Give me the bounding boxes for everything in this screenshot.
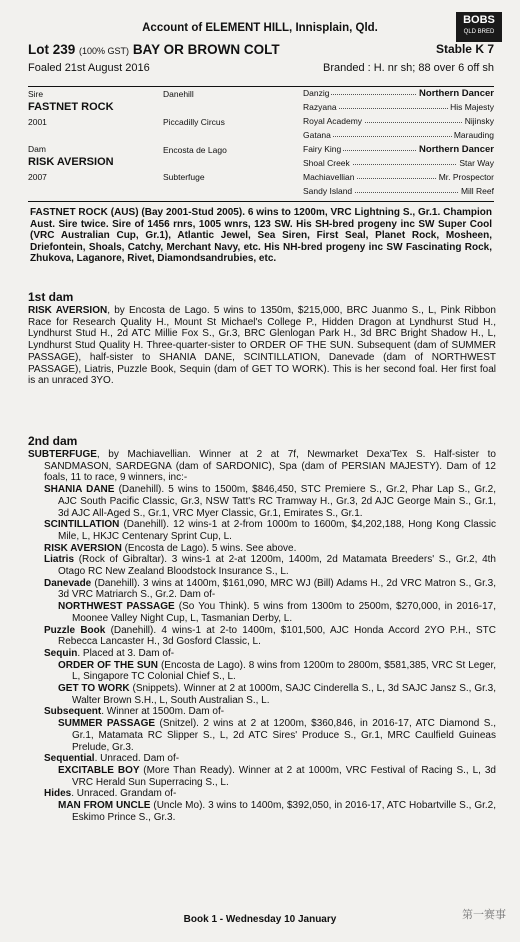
family-entry: Danevade (Danehill). 3 wins at 1400m, $161,090, MRC WJ (Bill) Adams H., 2d VRC Matron S., Gr.3, 3d VRC Matriarch S., Gr.2. Dam of- xyxy=(44,577,497,601)
second-dam-family xyxy=(28,449,496,824)
dam-year: 2007 xyxy=(28,172,47,182)
ancestor-row: Shoal Creek Star Way xyxy=(303,158,494,168)
gst-note: (100% GST) xyxy=(79,46,130,56)
watermark: 第一赛事 xyxy=(462,909,506,921)
second-dam-heading: 2nd dam xyxy=(28,434,78,448)
dam-label: Dam xyxy=(28,144,46,154)
family-entry: ORDER OF THE SUN (Encosta de Lago). 8 wins from 1200m to 2800m, $581,385, VRC St Leger, L, Singapore TC Colonial Chief S., L. xyxy=(58,659,497,683)
family-entry: GET TO WORK (Snippets). Winner at 2 at 1000m, SAJC Cinderella S., L, 3d SAJC Jansz S., Gr.3, Walter Brown S.H., L, South Australian S., L. xyxy=(58,683,496,706)
granddam-maternal: Subterfuge xyxy=(163,172,205,182)
ancestor-row: Machiavellian Mr. Prospector xyxy=(303,172,494,182)
grandsire-maternal: Encosta de Lago xyxy=(163,145,227,155)
family-entry: Liatris (Rock of Gibraltar). 3 wins-1 at 2-at 1200m, 1400m, 2d Matamata Breeders' S., Gr.2, 4th Otago RC New Zealand Bloodstock Insurance S., L. xyxy=(44,554,496,578)
family-entry: SUMMER PASSAGE (Snitzel). 2 wins at 2 at 1200m, $360,846, in 2016-17, ATC Diamond S., Gr.1, Matamata RC Slipper S., L, 2d ATC Sires' Produce S., Gr.1, MRC Caulfield Guineas Prelude, Gr.3. xyxy=(58,718,497,753)
grandsire-paternal: Danehill xyxy=(163,89,194,99)
family-entry: Sequin. Placed at 3. Dam of- xyxy=(44,647,175,659)
foaled-date: Foaled 21st August 2016 xyxy=(28,62,150,74)
granddam-paternal: Piccadilly Circus xyxy=(163,117,225,127)
page-footer: Book 1 - Wednesday 10 January xyxy=(183,914,337,925)
family-entry: NORTHWEST PASSAGE (So You Think). 5 wins from 1300m to 2500m, $270,000, in 2016-17, Moonee Valley Night Cup, L, Tasmanian Derby, L. xyxy=(58,601,496,624)
lot-title xyxy=(28,42,494,57)
brand-info: Branded : H. nr sh; 88 over 6 off sh xyxy=(322,62,494,74)
pedigree-table xyxy=(28,86,494,202)
family-entry: Puzzle Book (Danehill). 4 wins-1 at 2-to 1400m, $101,500, AJC Honda Accord 2YO P.H., STC Rebecca Lancaster H., 3d Gosford Classic, L. xyxy=(44,624,496,648)
vendor-account: Account of ELEMENT HILL, Innisplain, Qld. xyxy=(142,22,378,34)
dam-name: RISK AVERSION xyxy=(28,156,114,168)
first-dam-heading: 1st dam xyxy=(28,290,74,304)
ancestor-row: Royal Academy Nijinsky xyxy=(303,116,494,126)
family-entry: MAN FROM UNCLE (Uncle Mo). 3 wins to 1400m, $392,050, in 2016-17, ATC Hobartville S., Gr.2, Eskimo Prince S., Gr.3. xyxy=(58,800,496,823)
family-entry: Sequential. Unraced. Dam of- xyxy=(44,753,180,765)
first-dam-text: RISK AVERSION, by Encosta de Lago. 5 wins to 1350m, $215,000, BRC Juanmo S., L, Pink Ribbon Race for Research Quality H., Mount St Michael's College P., Hidden Dragon at Lyndhurst Stud H., Lyndhurst Stud H., 2d ATC Millie Fox S., Gr.3, BRC Glenlogan Park H., 3d BRC Bright Shadow H., L, Lyndhurst Stud Quality H. Three-quarter-sister to ORDER OF THE SUN. Subsequent (dam of SUMMER PASSAGE), half-sister to SHANIA DANE, SCINTILLATION, Danevade (dam of NORTHWEST PASSAGE), Liatris, Puzzle Book, Sequin (dam of GET TO WORK). This is her second foal. Her first foal is an unraced 3YO. xyxy=(28,305,496,387)
bobs-logo: BOBS QLD BRED xyxy=(456,12,502,42)
ancestor-row: Razyana His Majesty xyxy=(303,102,494,112)
ancestor-row: Danzig Northern Dancer xyxy=(303,88,494,99)
stable-number: Stable K 7 xyxy=(435,42,494,56)
sire-label: Sire xyxy=(28,89,44,99)
family-entry: SCINTILLATION (Danehill). 12 wins-1 at 2-from 1000m to 1600m, $4,202,188, Hong Kong Classic Mile, L, HKJC Centenary Sprint Cup, L. xyxy=(44,519,497,542)
family-entry: SUBTERFUGE, by Machiavellian. Winner at 2 at 7f, Newmarket Dexa'Tex S. Half-sister to SANDMASON, SARDEGNA (dam of SARDONIC), Spa (dam of PERSIAN MAJESTY). Dam of 12 foals, 11 to race, 9 winners, inc:- xyxy=(28,449,496,484)
ancestor-row: Fairy King Northern Dancer xyxy=(303,144,494,155)
foaled-line xyxy=(28,62,494,74)
sire-summary: FASTNET ROCK (AUS) (Bay 2001-Stud 2005). 6 wins to 1200m, VRC Lightning S., Gr.1. Champion Aust. Sire twice. Sire of 1456 rnrs, 1005 wnrs, 123 SW. His SH-bred progeny inc SW Super Cool (VRC Australian Cup, Gr.1), Atlantic Jewel, Sea Siren, First Seal, Planet Rock, Mosheen, Driefontein, Shoals, Catchy, Merchant Navy, etc. His NH-bred progeny inc SW Fascinating Rock, Zhukova, Laganore, Rivet, Diamondsandrubies, etc. xyxy=(30,207,492,265)
sire-name: FASTNET ROCK xyxy=(28,101,114,113)
family-entry: SHANIA DANE (Danehill). 5 wins to 1500m, $846,450, STC Premiere S., Gr.2, Phar Lap S., Gr.2, AJC South Pacific Classic, Gr.3, NSW Tatt's RC Tramway H., Gr.3, 2d AJC George Main S., Gr.1, 3d AJC All-Aged S., Gr.1, VRC Myer Classic, Gr.1, Emirates S., Gr.1. xyxy=(44,484,496,519)
family-entry: Subsequent. Winner at 1500m. Dam of- xyxy=(44,706,225,718)
horse-description: BAY OR BROWN COLT xyxy=(132,42,280,57)
ancestor-row: Gatana Marauding xyxy=(303,130,494,140)
ancestor-row: Sandy Island Mill Reef xyxy=(303,186,494,196)
sire-year: 2001 xyxy=(28,117,47,127)
family-entry: Hides. Unraced. Grandam of- xyxy=(44,788,177,800)
family-entry: RISK AVERSION (Encosta de Lago). 5 wins. See above. xyxy=(44,542,297,554)
family-entry: EXCITABLE BOY (More Than Ready). Winner at 2 at 1000m, VRC Festival of Racing S., L, 3d VRC Herald Sun Superracing S., L. xyxy=(58,764,496,788)
lot-number: Lot 239 xyxy=(28,42,76,57)
